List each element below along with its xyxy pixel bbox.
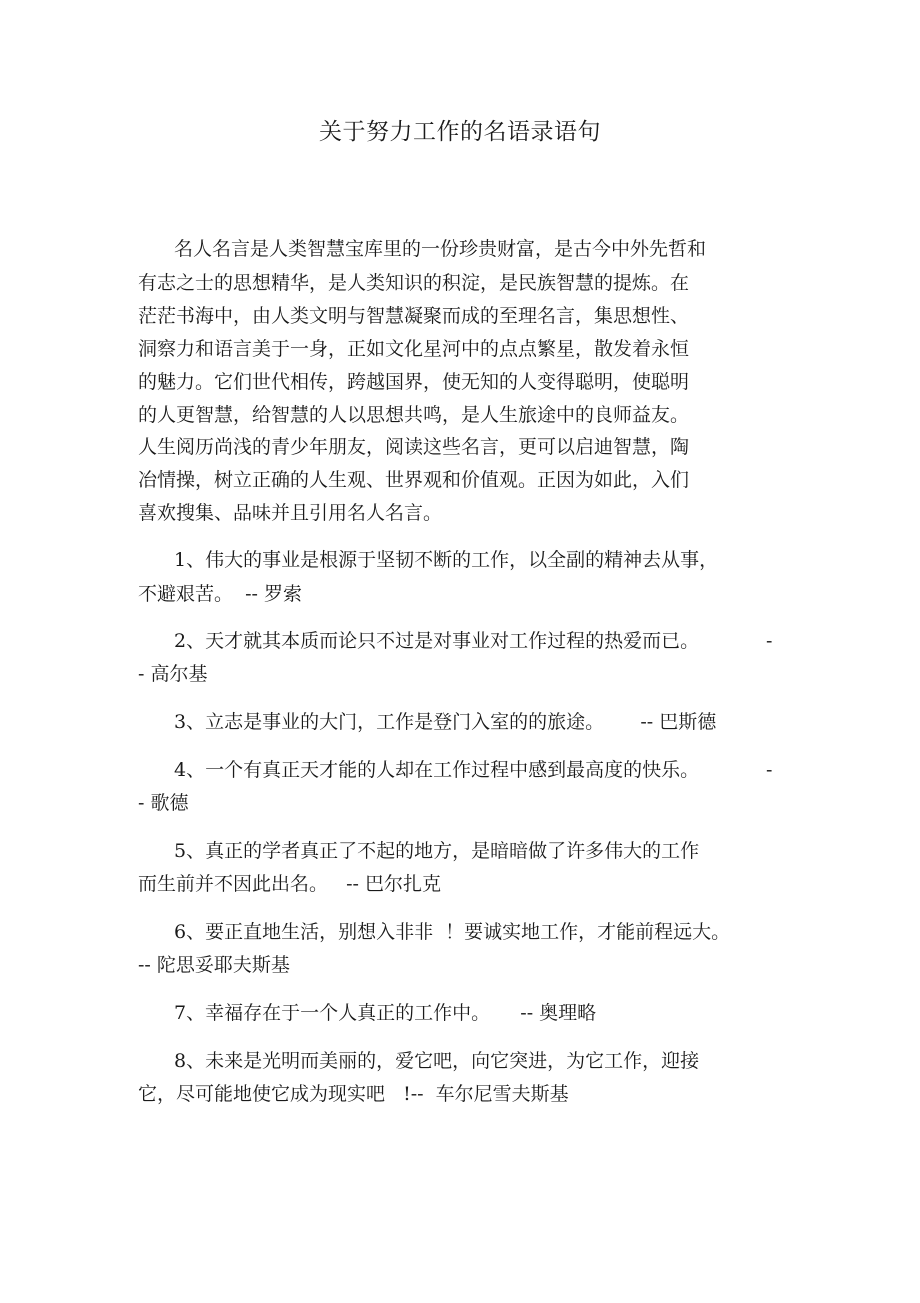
intro-line: 的人更智慧，给智慧的人以思想共鸣，是人生旅途中的良师益友。 <box>138 404 690 426</box>
quote-author-line: - 歌德 <box>138 792 189 814</box>
quote-line: 4、一个有真正天才能的人却在工作过程中感到最高度的快乐。 <box>174 759 700 781</box>
quote-line: 7、幸福存在于一个人真正的工作中。 -- 奥理略 <box>174 1002 597 1024</box>
document-title: 关于努力工作的名语录语句 <box>319 119 601 145</box>
quote-author-line: 不避艰苦。 -- 罗索 <box>138 583 302 605</box>
quote-line: 3、立志是事业的大门，工作是登门入室的的旅途。 -- 巴斯德 <box>174 711 717 733</box>
quote-dash: - <box>766 630 773 652</box>
quote-line: 5、真正的学者真正了不起的地方，是暗暗做了许多伟大的工作 <box>174 840 700 862</box>
intro-line: 名人名言是人类智慧宝库里的一份珍贵财富，是古今中外先哲和 <box>174 238 707 260</box>
quote-line: 1、伟大的事业是根源于坚韧不断的工作，以全副的精神去从事， <box>174 549 719 571</box>
quote-author-line: -- 陀思妥耶夫斯基 <box>138 954 290 976</box>
intro-line: 的魅力。它们世代相传，跨越国界，使无知的人变得聪明，使聪明 <box>138 371 690 393</box>
quote-line: 6、要正直地生活，别想入非非 ！要诚实地工作，才能前程远大。 <box>174 921 731 943</box>
intro-line: 茫茫书海中，由人类文明与智慧凝聚而成的至理名言，集思想性、 <box>138 305 690 327</box>
quote-author-line: - 高尔基 <box>138 663 208 685</box>
intro-line: 有志之士的思想精华，是人类知识的积淀，是民族智慧的提炼。在 <box>138 272 690 294</box>
quote-author-line: 它，尽可能地使它成为现实吧 !-- 车尔尼雪夫斯基 <box>138 1083 569 1105</box>
intro-line: 洞察力和语言美于一身，正如文化星河中的点点繁星，散发着永恒 <box>138 338 690 360</box>
quote-line: 2、天才就其本质而论只不过是对事业对工作过程的热爱而已。 <box>174 630 700 652</box>
intro-line: 人生阅历尚浅的青少年朋友，阅读这些名言，更可以启迪智慧，陶 <box>138 436 690 458</box>
quote-author-line: 而生前并不因此出名。 -- 巴尔扎克 <box>138 873 441 895</box>
quote-dash: - <box>766 759 773 781</box>
quote-line: 8、未来是光明而美丽的，爱它吧，向它突进，为它工作，迎接 <box>174 1050 700 1072</box>
intro-line: 喜欢搜集、品味并且引用名人名言。 <box>138 502 443 524</box>
intro-line: 冶情操，树立正确的人生观、世界观和价值观。正因为如此，入们 <box>138 469 690 491</box>
